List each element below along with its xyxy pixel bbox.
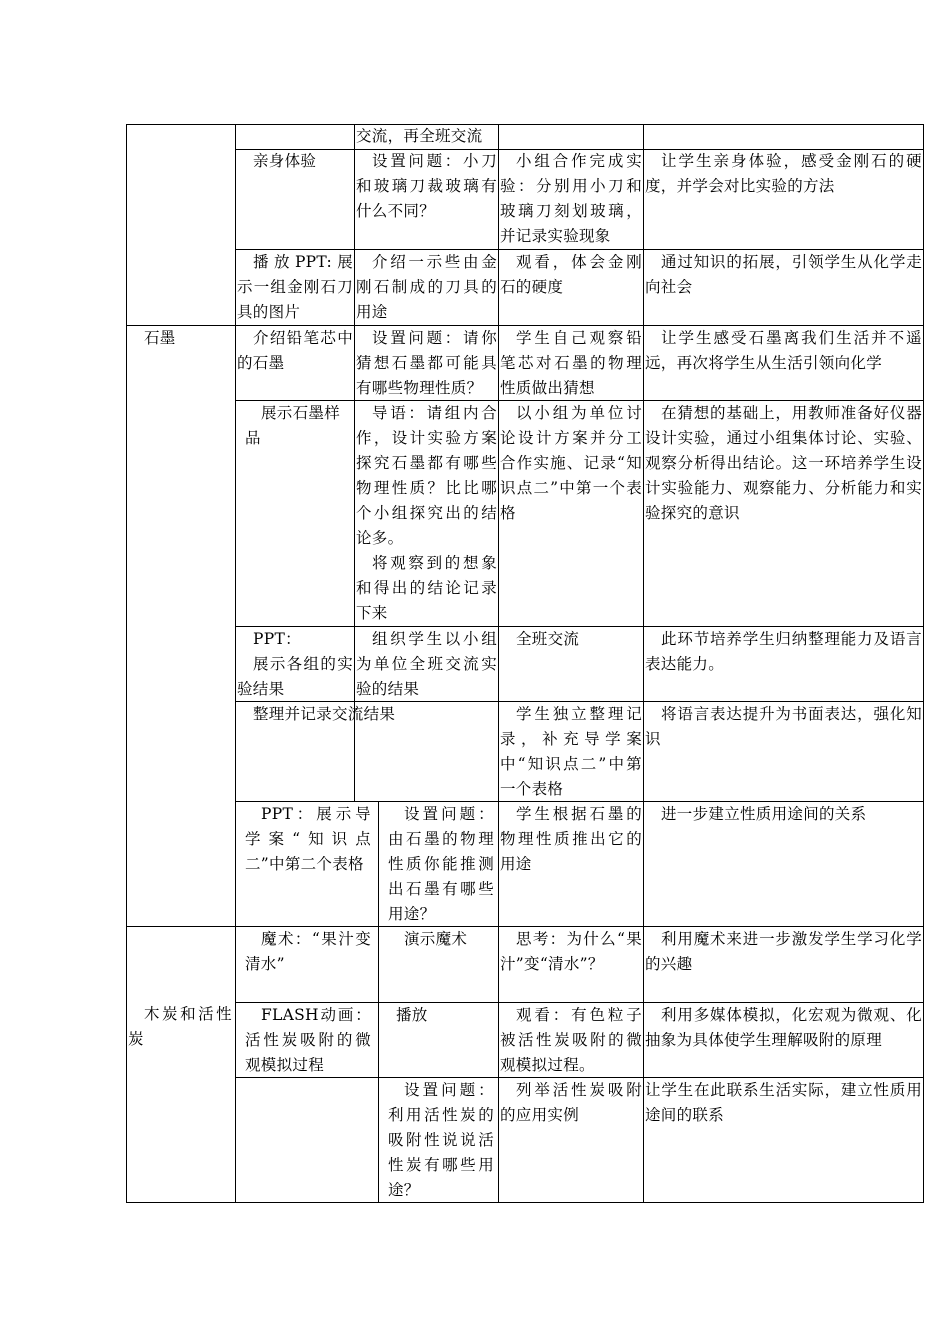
student-cell (500, 401, 642, 526)
teacher-text: 设置问题：小刀和玻璃刀裁玻璃有什么不同？ (356, 152, 497, 220)
student-text: 小组合作完成实验：分别用小刀和玻璃刀刻划玻璃，并记录实验现象 (500, 152, 642, 245)
teacher-text: 演示魔术 (404, 930, 468, 948)
teacher-text: 介绍一示些由金刚石制成的刀具的用途 (356, 253, 497, 321)
student-text: 观看：有色粒子被活性炭吸附的微观模拟过程。 (500, 1006, 642, 1074)
student-text: 以小组为单位讨论设计方案并分工合作实施、记录“知识点二”中第一个表格 (500, 404, 642, 522)
teacher-text: 播放 (396, 1006, 428, 1024)
intent-text: 利用多媒体模拟，化宏观为微观、化抽象为具体使学生理解吸附的原理 (645, 1006, 922, 1049)
student-text: 思考：为什么“果汁”变“清水”？ (500, 930, 642, 973)
intent-cell (645, 927, 922, 977)
student-cell (500, 627, 642, 652)
student-text: 学生独立整理记录，补充导学案中“知识点二”中第一个表格 (500, 705, 642, 798)
teacher-text: 设置问题：请你猜想石墨都可能具有哪些物理性质？ (356, 329, 497, 397)
student-cell (500, 702, 642, 802)
activity-text: 介绍铅笔芯中的石墨 (237, 329, 353, 372)
col-divider (378, 801, 379, 927)
intent-text: 利用魔术来进一步激发学生学习化学的兴趣 (645, 930, 922, 973)
activity-cell (245, 802, 371, 877)
activity-text: 魔术：“果汁变清水” (245, 930, 371, 973)
teacher-text: 将观察到的想象和得出的结论记录下来 (356, 554, 497, 622)
table-bottom-border (126, 1202, 924, 1203)
activity-cell (245, 1003, 371, 1078)
col-divider (378, 926, 379, 1203)
student-cell (500, 927, 642, 977)
activity-text: 展示各组的实验结果 (237, 655, 353, 698)
student-text: 学生自己观察铅笔芯对石墨的物理性质做出猜想 (500, 329, 642, 397)
intent-text: 让学生亲身体验，感受金刚石的硬度，并学会对比实验的方法 (645, 152, 922, 195)
table-left-border (126, 124, 127, 1203)
teacher-cell (356, 149, 497, 224)
activity-text: 展示石墨样品 (245, 404, 341, 447)
student-cell (500, 326, 642, 401)
student-cell (500, 250, 642, 300)
intent-cell (645, 802, 922, 827)
activity-text: 亲身体验 (253, 152, 317, 170)
student-text: 学生根据石墨的物理性质推出它的用途 (500, 805, 642, 873)
student-text: 全班交流 (516, 630, 580, 648)
col-divider (498, 124, 499, 1203)
teacher-text: 导语：请组内合作，设计实验方案探究石墨都有哪些物理性质？比比哪个小组探究出的结论多。 (356, 404, 497, 547)
activity-cell (245, 401, 345, 451)
activity-text: PPT：展示导学案“知识点二”中第二个表格 (245, 805, 371, 873)
intent-cell (645, 702, 922, 752)
activity-cell (237, 149, 352, 174)
table-right-border (923, 124, 924, 1203)
teacher-text: 设置问题：利用活性炭的吸附性说说活性炭有哪些用途？ (388, 1081, 494, 1199)
teacher-cell (380, 1003, 494, 1028)
section-name-charcoal (128, 1002, 232, 1052)
teacher-cell (356, 326, 497, 401)
activity-text: FLASH动画：活性炭吸附的微观模拟过程 (245, 1006, 371, 1074)
student-cell (500, 1078, 642, 1128)
intent-text: 让学生感受石墨离我们生活并不遥远，再次将学生从生活引领向化学 (645, 329, 922, 372)
activity-cell (237, 250, 353, 325)
intent-text: 在猜想的基础上，用教师准备好仪器设计实验，通过小组集体讨论、实验、观察分析得出结论。这一环培养学生设计实验能力、观察能力、分析能力和实验探究的意识 (645, 404, 922, 522)
student-text: 列举活性炭吸附的应用实例 (500, 1081, 642, 1124)
activity-text: 播放PPT:展示一组金刚石刀具的图片 (237, 253, 353, 321)
intent-cell (645, 250, 922, 300)
activity-cell (237, 627, 353, 702)
student-cell (500, 149, 642, 249)
teacher-cell (356, 401, 497, 626)
section-name-text: 木炭和活性炭 (128, 1005, 232, 1048)
teacher-cell (388, 1078, 494, 1203)
intent-text: 将语言表达提升为书面表达，强化知识 (645, 705, 922, 748)
teacher-cell (356, 627, 497, 702)
activity-cell (245, 927, 371, 977)
activity-cell-merged (237, 702, 496, 727)
section-name-graphite (128, 326, 233, 351)
col-divider (643, 124, 644, 1203)
intent-cell (645, 1003, 922, 1053)
teacher-text: 交流，再全班交流 (356, 127, 483, 145)
intent-text: 进一步建立性质用途间的关系 (661, 805, 867, 823)
intent-text: 让学生在此联系生活实际，建立性质用途间的联系 (645, 1081, 922, 1124)
col-divider (354, 124, 355, 801)
intent-text: 通过知识的拓展，引领学生从化学走向社会 (645, 253, 922, 296)
teacher-cell (388, 927, 494, 952)
col-divider (235, 124, 236, 1203)
student-cell (500, 1003, 642, 1078)
intent-cell (645, 149, 922, 199)
section-name-text: 石墨 (144, 329, 176, 347)
teacher-text: 组织学生以小组为单位全班交流实验的结果 (356, 630, 497, 698)
activity-cell (237, 326, 353, 376)
intent-text: 此环节培养学生归纳整理能力及语言表达能力。 (645, 630, 922, 673)
student-cell (500, 802, 642, 877)
activity-text: 整理并记录交流结果 (253, 705, 396, 723)
intent-cell (645, 627, 922, 677)
intent-cell (645, 401, 922, 526)
teacher-cell (356, 250, 497, 325)
activity-text: PPT： (253, 630, 301, 648)
table-top-border (126, 124, 924, 125)
teacher-cell (356, 124, 496, 149)
teacher-cell (388, 802, 494, 927)
student-text: 观看，体会金刚石的硬度 (500, 253, 642, 296)
teacher-text: 设置问题：由石墨的物理性质你能推测出石墨有哪些用途？ (388, 805, 494, 923)
intent-cell (645, 326, 922, 376)
intent-cell (645, 1078, 922, 1128)
